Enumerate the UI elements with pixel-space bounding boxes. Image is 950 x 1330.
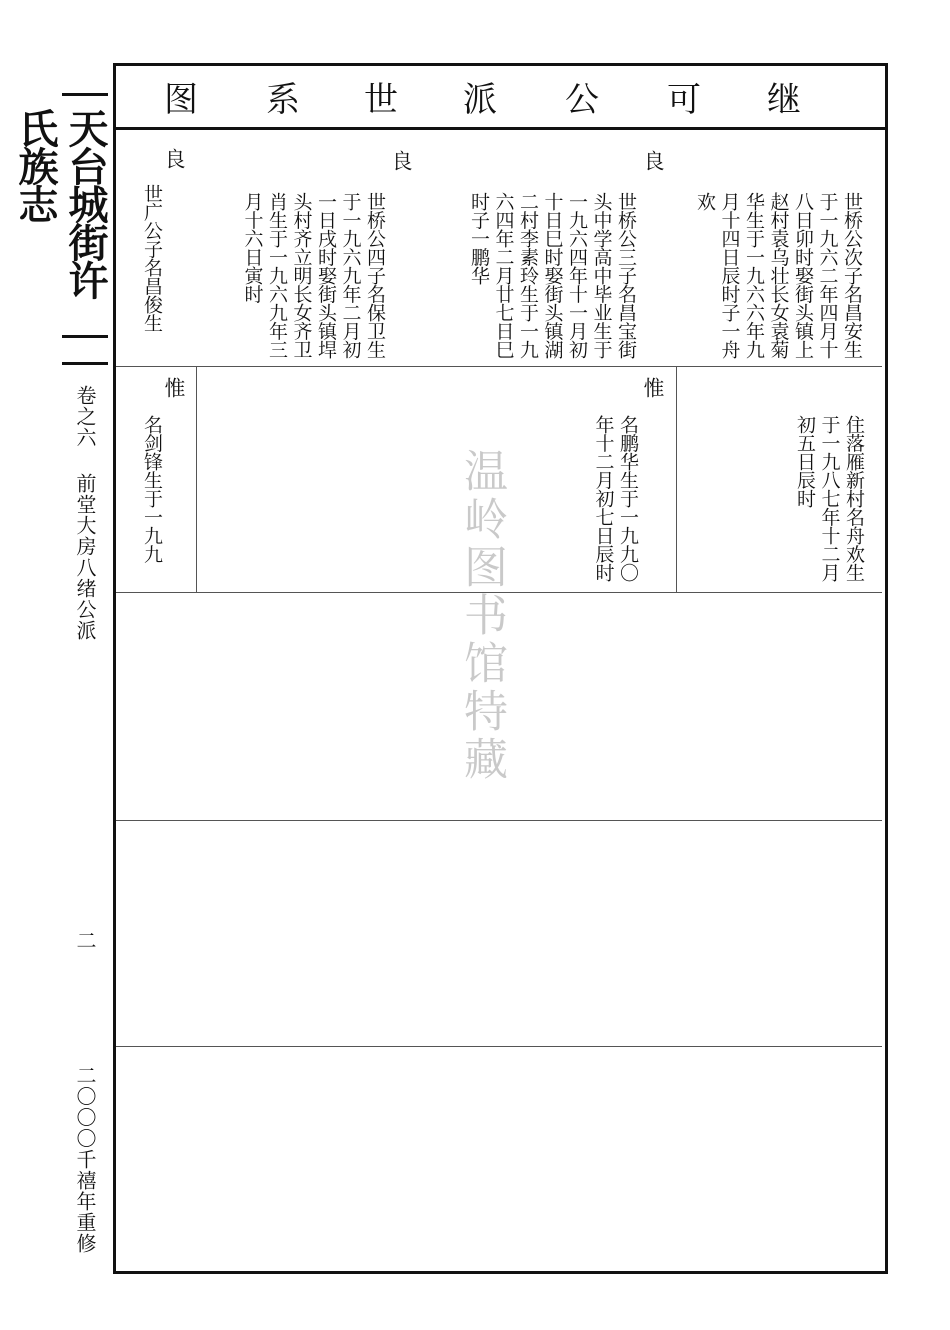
row-rule-1 [116, 366, 882, 367]
generation-label-wei: 惟 [641, 377, 665, 398]
page-number: 二 [73, 930, 97, 950]
generation-label-liang: 良 [389, 150, 413, 171]
header-char-7: 继 [767, 80, 801, 120]
entry-bao-wei: 世桥公四子名保卫生于一九六九年二月初一日戌时娶街头镇垾头村齐立明长女齐卫肖生于一九六九年三月十六日寅时 [241, 192, 386, 359]
header-char-2: 系 [266, 80, 300, 120]
header-char-1: 图 [164, 80, 198, 120]
header-char-3: 世 [364, 80, 398, 120]
entry-chang-bao: 世桥公三子名昌宝街头中学高中毕业生于一九六四年十一月初十日巳时娶街头镇湖二村李素玲生于一九六四年二月廿七日巳时子一鹏华 [468, 192, 637, 359]
library-watermark: 温岭图书馆特藏 [456, 448, 507, 784]
entry-chang-an: 世桥公次子名昌安生于一九六二年四月十八日卯时娶街头镇上赵村袁乌壮长女袁菊华生于一九六六年九月十四日辰时子一舟欢 [694, 192, 863, 359]
generation-label-wei: 惟 [162, 377, 186, 398]
entry-peng-hua: 名鹏华生于一九九〇年十二月初七日辰时 [592, 415, 639, 582]
header-rule [113, 127, 888, 130]
row-rule-4 [116, 1046, 882, 1047]
entry-jian-feng: 名剑锋生于一九九 [141, 415, 163, 563]
col-rule-1 [196, 366, 197, 592]
volume-label: 卷之六 前堂大房八绪公派 [73, 385, 97, 641]
header-char-5: 公 [565, 80, 599, 120]
spine-mid-rule [62, 335, 108, 338]
spine-mid-rule-2 [62, 362, 108, 365]
header-char-4: 派 [463, 80, 497, 120]
generation-label-liang: 良 [641, 150, 665, 171]
spine-top-rule [62, 93, 108, 96]
col-rule-2 [676, 366, 677, 592]
header-char-6: 可 [667, 80, 701, 120]
entry-chang-jun: 世广公子名昌俊生 [141, 184, 163, 332]
entry-zhou-huan: 住落雁新村名舟欢生于一九八七年十二月初五日辰时 [794, 415, 865, 582]
generation-label-liang: 良 [162, 148, 186, 169]
edition-footer: 二〇〇〇千禧年重修 [73, 1065, 97, 1254]
book-title: 天台城街许氏族志 [12, 108, 109, 298]
